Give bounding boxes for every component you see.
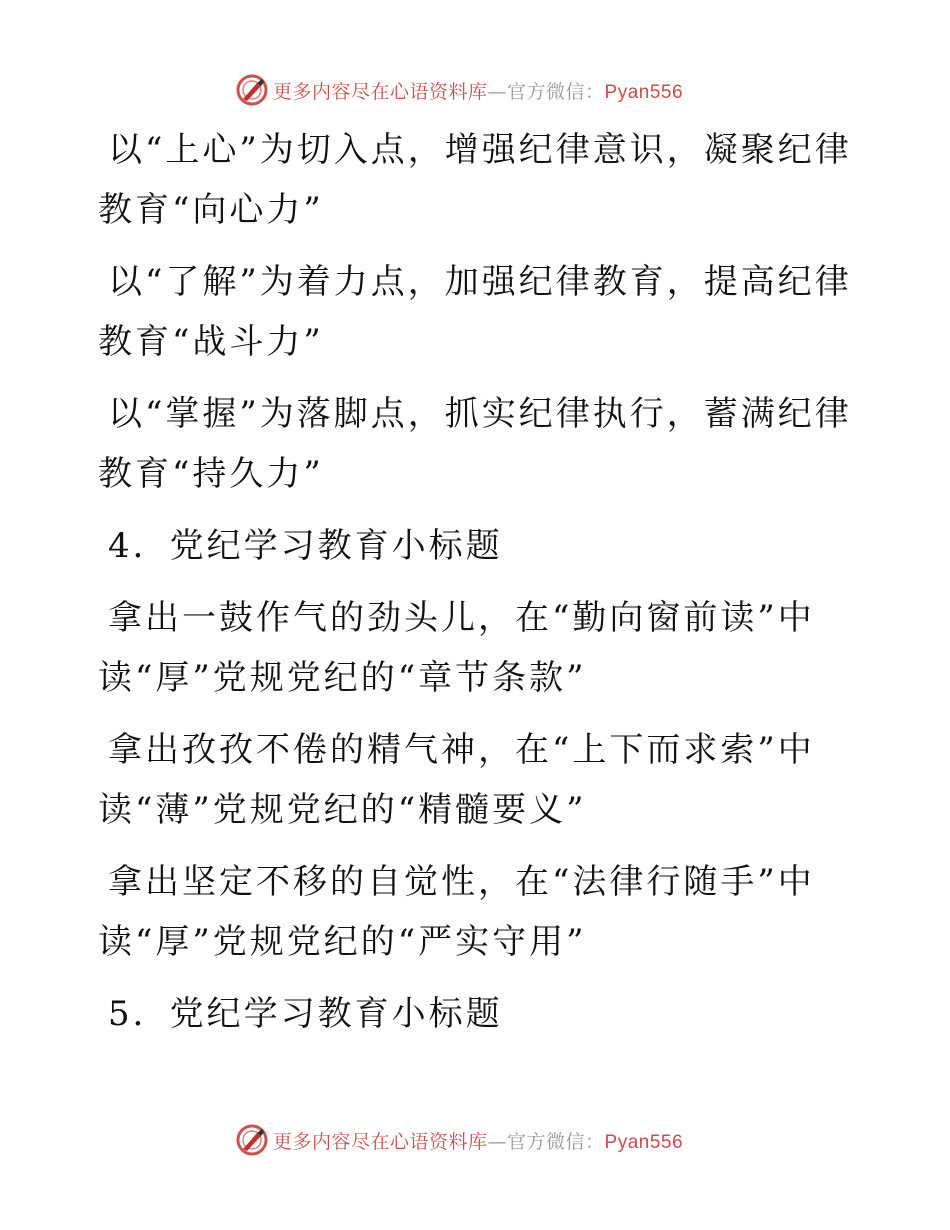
section-heading: 4．党纪学习教育小标题 [108, 526, 503, 566]
watermark-main-text: 更多内容尽在心语资料库 [273, 80, 488, 103]
watermark-dash: — [487, 80, 508, 103]
paragraph: 以“了解”为着力点，加强纪律教育，提高纪律教育“战斗力” [98, 262, 852, 362]
paragraph: 以“掌握”为落脚点，抓实纪律执行，蓄满纪律教育“持久力” [98, 394, 852, 494]
paragraph: 拿出坚定不移的自觉性，在“法律行随手”中读“厚”党规党纪的“严实守用” [98, 862, 815, 962]
watermark-wechat-id: Pyan556 [604, 81, 684, 103]
section-heading: 5．党纪学习教育小标题 [108, 994, 503, 1034]
paragraph: 拿出孜孜不倦的精气神，在“上下而求索”中读“薄”党规党纪的“精髓要义” [98, 730, 815, 830]
pen-logo-icon [235, 73, 269, 107]
pen-logo-icon [235, 1123, 269, 1157]
watermark-wechat-id: Pyan556 [604, 1131, 684, 1153]
header-watermark [235, 72, 683, 108]
document-body [98, 120, 858, 1056]
watermark-wechat-label: 官方微信： [507, 80, 605, 103]
watermark-main-text: 更多内容尽在心语资料库 [273, 1130, 488, 1153]
paragraph: 以“上心”为切入点，增强纪律意识，凝聚纪律教育“向心力” [98, 130, 852, 230]
footer-watermark [235, 1122, 683, 1158]
watermark-dash: — [487, 1130, 508, 1153]
watermark-wechat-label: 官方微信： [507, 1130, 605, 1153]
paragraph: 拿出一鼓作气的劲头儿，在“勤向窗前读”中读“厚”党规党纪的“章节条款” [98, 598, 815, 698]
